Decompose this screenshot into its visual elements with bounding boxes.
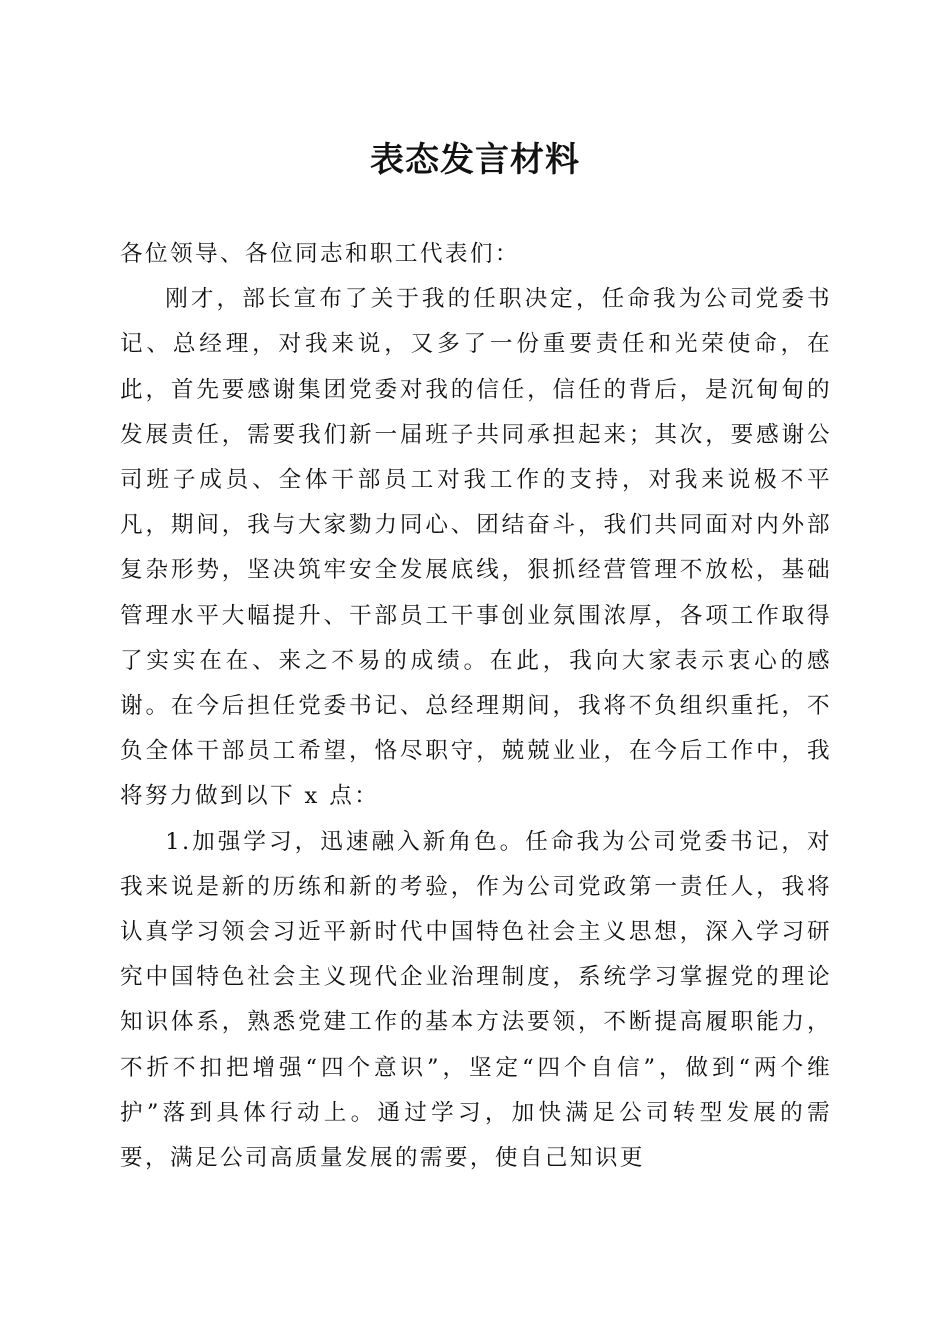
- paragraph-acknowledgement: 刚才，部长宣布了关于我的任职决定，任命我为公司党委书记、总经理，对我来说，又多了一份重要责任和光荣使命，在此，首先要感谢集团党委对我的信任，信任的背后，是沉甸甸的发展责任，需要我们新一届班子共同承担起来；其次，要感谢公司班子成员、全体干部员工对我工作的支持，对我来说极不平凡，期间，我与大家勠力同心、团结奋斗，我们共同面对内外部复杂形势，坚决筑牢安全发展底线，狠抓经营管理不放松，基础管理水平大幅提升、干部员工干事创业氛围浓厚，各项工作取得了实实在在、来之不易的成绩。在此，我向大家表示衷心的感谢。在今后担任党委书记、总经理期间，我将不负组织重托，不负全体干部员工希望，恪尽职守，兢兢业业，在今后工作中，我将努力做到以下 x 点：: [120, 286, 832, 810]
- document-title: 表态发言材料: [370, 140, 580, 180]
- paragraph-point-1: 1.加强学习，迅速融入新角色。任命我为公司党委书记，对我来说是新的历练和新的考验，作为公司党政第一责任人，我将认真学习领会习近平新时代中国特色社会主义思想，深入学习研究中国特色社会主义现代企业治理制度，系统学习掌握党的理论知识体系，熟悉党建工作的基本方法要领，不断提高履职能力，不折不扣把增强“四个意识”，坚定“四个自信”，做到“两个维护”落到具体行动上。通过学习，加快满足公司转型发展的需要，满足公司高质量发展的需要，使自己知识更: [120, 828, 832, 1172]
- salutation: 各位领导、各位同志和职工代表们：: [120, 241, 520, 267]
- document-body: [120, 232, 832, 1181]
